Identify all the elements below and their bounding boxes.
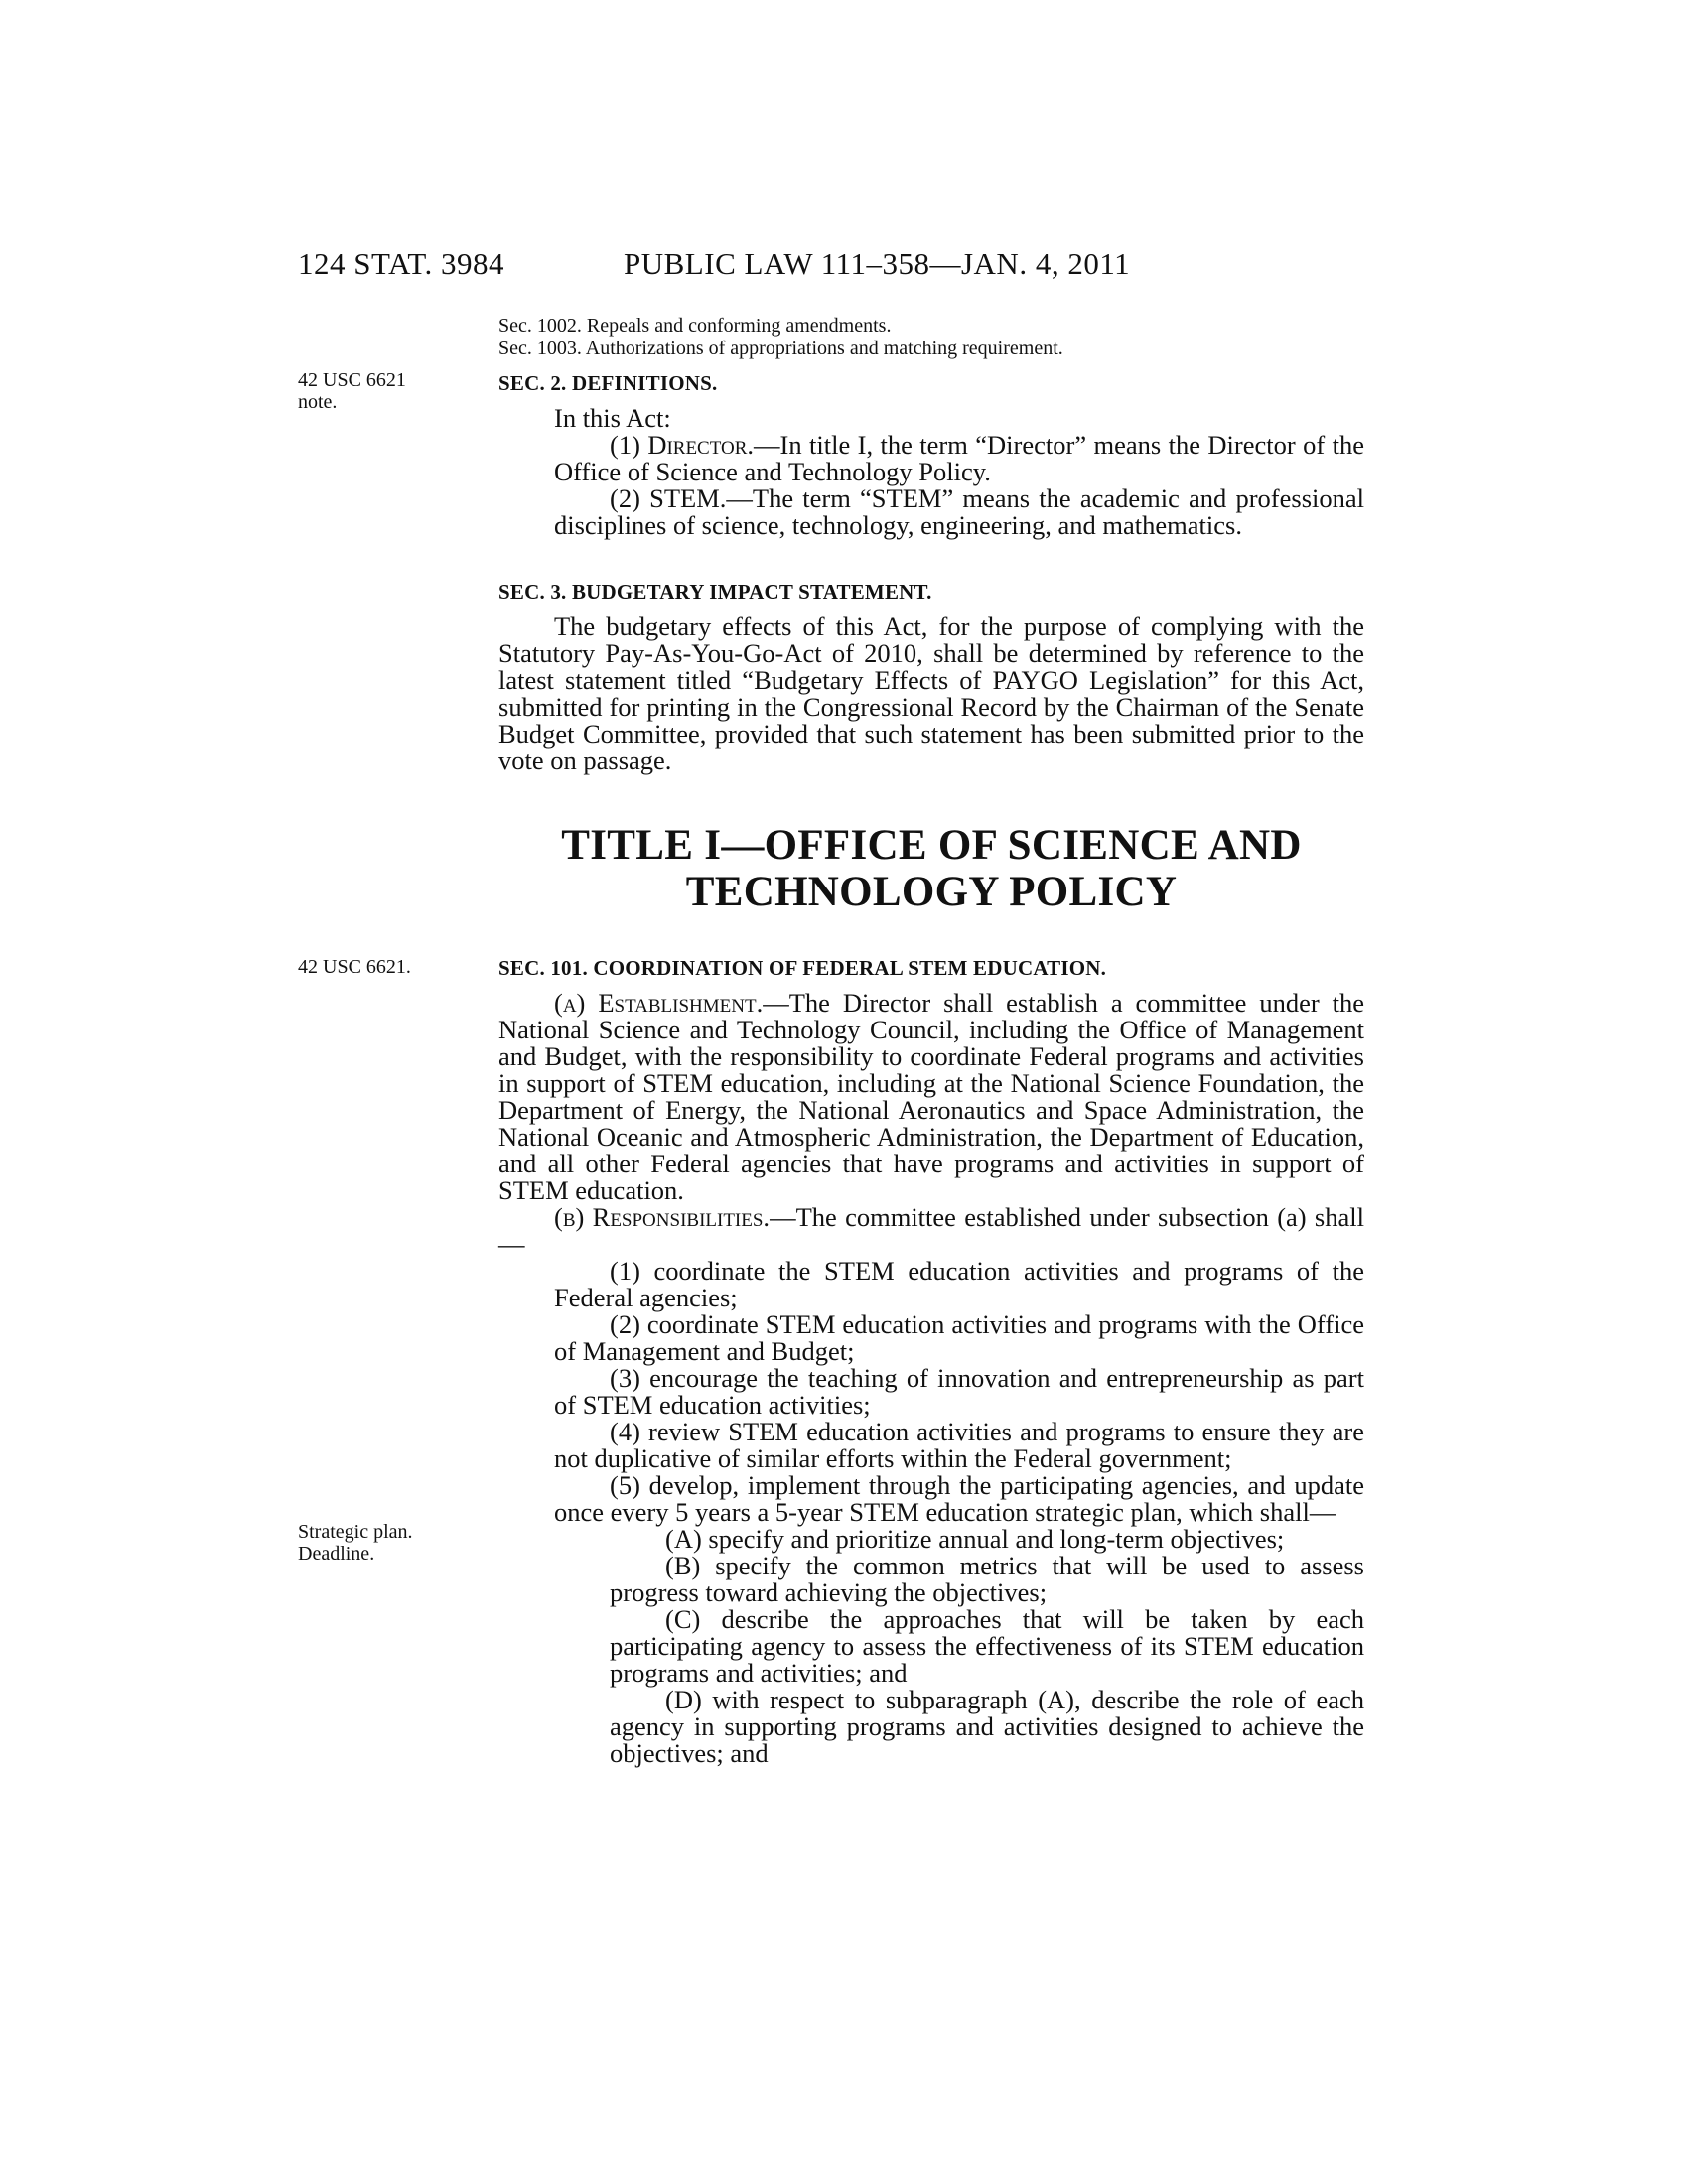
subsection-responsibilities (498, 1204, 1364, 1258)
section-heading: SEC. 2. DEFINITIONS. (498, 371, 718, 395)
paragraph-text: —In title I, the term “Director” means the Director of the Office of Science and Technology Policy. (554, 430, 1364, 486)
paragraph-text: —The Director shall establish a committee under the National Science and Technology Council, including the Office of Management and Budget, with the responsibility to coordinate Federal programs and activities in support of STEM education, including at the National Science Foundation, the Department of Energy, the National Aeronautics and Space Administration, the National Oceanic and Atmospheric Administration, the Department of Education, and all other Federal agencies that have programs and activities in support of STEM education. (498, 988, 1364, 1205)
section-101 (498, 954, 1364, 1767)
stat-page-number: 124 STAT. 3984 (298, 246, 505, 281)
subsection-establishment (498, 990, 1364, 1204)
sub-list-item: (B) specify the common metrics that will be used to assess progress toward achieving the objectives; (610, 1551, 1364, 1607)
list-item: (2) coordinate STEM education activities and programs with the Office of Management and Budget; (554, 1309, 1364, 1366)
toc-entry: Sec. 1002. Repeals and conforming amendments. (498, 315, 892, 337)
margin-note-strategic-plan (298, 1521, 413, 1565)
table-of-contents (498, 315, 1063, 360)
sub-list-item: (A) specify and prioritize annual and long-term objectives; (665, 1524, 1285, 1554)
margin-note-line: 42 USC 6621 (298, 369, 406, 391)
list-item: (3) encourage the teaching of innovation and entrepreneurship as part of STEM education activities; (554, 1363, 1364, 1420)
section-text: The budgetary effects of this Act, for the purpose of complying with the Statutory Pay-As-You-Go-Act of 2010, shall be determined by reference to the latest statement titled “Budgetary Effects of PAYGO Legislation” for this Act, submitted for printing in the Congressional Record by the Chairman of the Senate Budget Committee, provided that such statement has been submitted prior to the vote on passage. (498, 612, 1364, 775)
paragraph-text: —The committee established under subsection (a) shall— (498, 1202, 1364, 1259)
section-2 (498, 369, 1364, 539)
margin-note-line: Deadline. (298, 1543, 375, 1565)
section-heading: SEC. 101. COORDINATION OF FEDERAL STEM EDUCATION. (498, 956, 1107, 980)
margin-note-usc (298, 369, 406, 413)
paragraph-label: (2) STEM. (610, 483, 727, 513)
list-item: (4) review STEM education activities and programs to ensure they are not duplicative of similar efforts within the Federal government; (554, 1417, 1364, 1473)
definition-stem (498, 485, 1364, 539)
paragraph-label: (1) Director. (610, 430, 755, 460)
definition-director (498, 432, 1364, 485)
title-line: TITLE I—OFFICE OF SCIENCE AND (561, 822, 1302, 869)
margin-note-line: note. (298, 391, 338, 413)
paragraph-label: (a) Establishment. (554, 988, 764, 1018)
running-header-title: PUBLIC LAW 111–358—JAN. 4, 2011 (624, 246, 1131, 281)
toc-entry: Sec. 1003. Authorizations of appropriations and matching requirement. (498, 338, 1063, 359)
title-line: TECHNOLOGY POLICY (685, 869, 1178, 915)
section-intro: In this Act: (554, 403, 671, 433)
list-item: (1) coordinate the STEM education activities and programs of the Federal agencies; (554, 1256, 1364, 1312)
margin-note-usc-section: 42 USC 6621. (298, 956, 411, 978)
list-item: (5) develop, implement through the participating agencies, and update once every 5 years a 5-year STEM education strategic plan, which shall— (554, 1470, 1364, 1527)
sub-list-item: (D) with respect to subparagraph (A), describe the role of each agency in supporting programs and activities designed to achieve the objectives; and (610, 1685, 1364, 1768)
section-heading: SEC. 3. BUDGETARY IMPACT STATEMENT. (498, 580, 932, 604)
margin-note-line: Strategic plan. (298, 1521, 413, 1543)
paragraph-label: (b) Responsibilities. (554, 1202, 771, 1232)
sub-list-item: (C) describe the approaches that will be taken by each participating agency to assess the effectiveness of its STEM education programs and activities; and (610, 1604, 1364, 1688)
section-3 (498, 578, 1364, 774)
paragraph-text: —The term “STEM” means the academic and professional disciplines of science, technology, engineering, and mathematics. (554, 483, 1365, 540)
title-heading (498, 822, 1364, 915)
